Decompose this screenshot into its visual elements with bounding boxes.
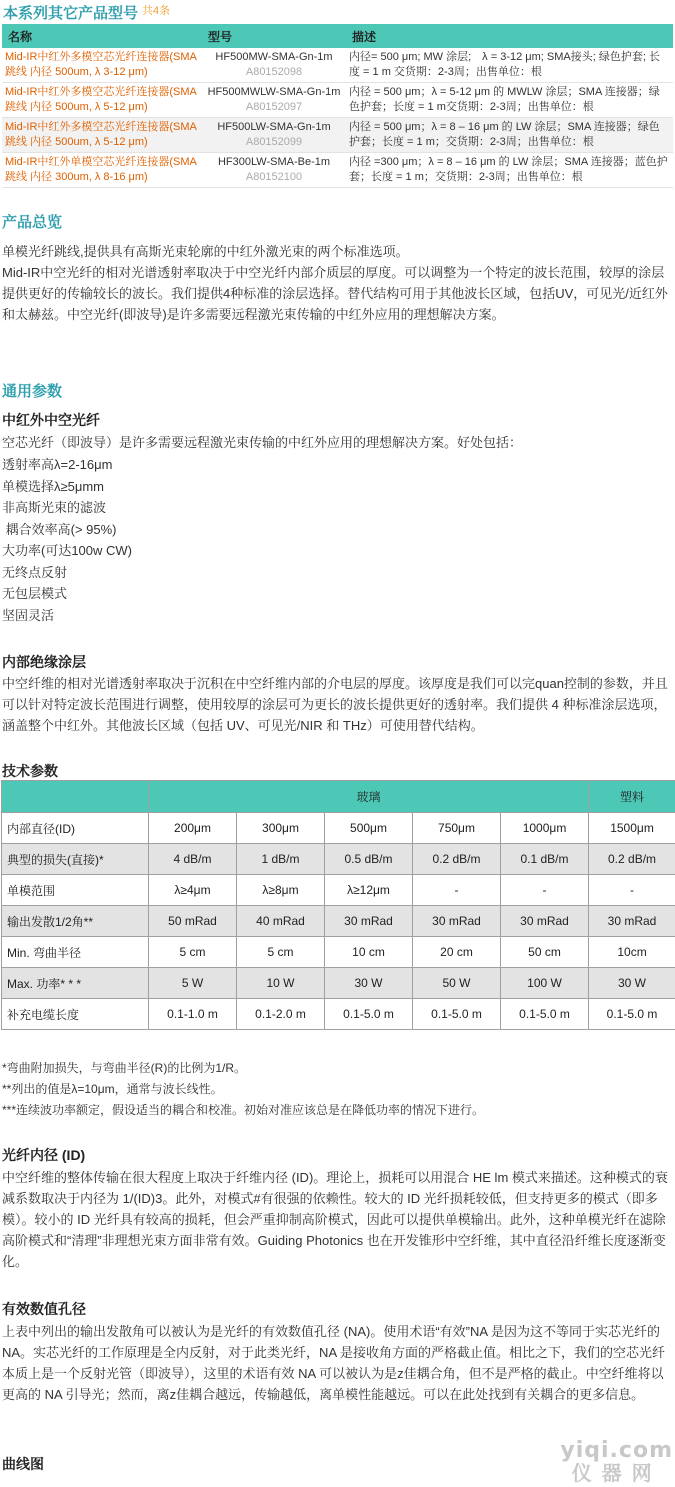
- spec-label: 内部直径(ID): [2, 813, 149, 844]
- spec-value: 30 mRad: [325, 906, 413, 937]
- product-link[interactable]: Mid-IR中红外单模空芯光纤连接器(SMA跳线 内径 300um, λ 8-16 μm): [2, 153, 202, 188]
- benefit-list: [2, 454, 132, 626]
- spec-value: -: [413, 875, 501, 906]
- spec-value: λ≥12μm: [325, 875, 413, 906]
- spec-value: 40 mRad: [237, 906, 325, 937]
- params-title: 通用参数: [2, 383, 63, 400]
- spec-corner: [2, 781, 149, 813]
- spec-value: 1000μm: [501, 813, 589, 844]
- note: **列出的值是λ=10μm，通常与波长线性。: [2, 1082, 223, 1096]
- tech-title: 技术参数: [2, 763, 58, 779]
- spec-value: 0.1-5.0 m: [501, 999, 589, 1030]
- spec-row: [2, 875, 675, 906]
- spec-label: 单模范围: [2, 875, 149, 906]
- product-row: [2, 83, 673, 118]
- spec-value: 10 W: [237, 968, 325, 999]
- group-plastic: 塑料: [589, 781, 675, 813]
- product-code: A80152100: [245, 171, 303, 183]
- spec-value: 0.1 dB/m: [501, 844, 589, 875]
- spec-row: [2, 813, 675, 844]
- spec-value: 1500μm: [589, 813, 675, 844]
- product-table: [2, 24, 673, 188]
- product-row: [2, 118, 673, 153]
- spec-value: 750μm: [413, 813, 501, 844]
- na-text: 上表中列出的输出发散角可以被认为是光纤的有效数值孔径 (NA)。使用术语“有效”NA 是因为这不等同于实芯光纤的 NA。实芯光纤的工作原理是全内反射，对于此类光纤，NA 是接收角方面的严格截止值。相比之下，我们的空芯光纤本质上是一个反射光管（即波导），这里的术语有效 NA 可以被认为是z佳耦合角，但不是严格的截止。中空纤维将以更高的 NA 引导光；然而，离z佳耦合越远，传输越低，离单模性能越远。可以在此处找到有关耦合的更多信息。: [2, 1324, 666, 1402]
- product-model: HF500LW-SMA-Gn-1m A80152099: [202, 118, 346, 153]
- overview-title: 产品总览: [2, 214, 63, 231]
- spec-row: [2, 937, 675, 968]
- spec-value: 5 cm: [237, 937, 325, 968]
- spec-value: 50 mRad: [149, 906, 237, 937]
- spec-value: 0.1-5.0 m: [589, 999, 675, 1030]
- spec-value: 0.2 dB/m: [413, 844, 501, 875]
- product-code: A80152097: [245, 101, 303, 113]
- product-desc: 内径 = 500 μm；λ = 5-12 μm 的 MWLW 涂层；SMA 连接器；绿色护套；长度 = 1 m交货期：2-3周；出售单位：根: [346, 83, 673, 118]
- list-item: 单模选择λ≥5μmm: [2, 478, 105, 494]
- list-item: 耦合效率高(> 95%): [2, 521, 117, 537]
- spec-row: [2, 906, 675, 937]
- spec-value: 10cm: [589, 937, 675, 968]
- overview-body: Mid-IR中空光纤的相对光谱透射率取决于中空光纤内部介质层的厚度。可以调整为一个特定的波长范围，较厚的涂层提供更好的传输较长的波长。我们提供4种标准的涂层选择。替代结构可用于其他波长区域，包括UV，可见光/近红外和太赫兹。中空光纤(即波导)是许多需要远程激光束传输的中红外应用的理想解决方案。: [2, 265, 668, 322]
- list-item: 无包层模式: [2, 586, 68, 601]
- na-title: 有效数值孔径: [2, 1301, 86, 1317]
- spec-value: 10 cm: [325, 937, 413, 968]
- spec-value: 50 cm: [501, 937, 589, 968]
- coating-title: 内部绝缘涂层: [2, 654, 86, 670]
- list-item: 大功率(可达100w CW): [2, 543, 133, 558]
- product-row: [2, 153, 673, 188]
- series-title: 本系列其它产品型号 $^{共4条}$: [3, 5, 171, 22]
- product-link[interactable]: Mid-IR中红外多模空芯光纤连接器(SMA跳线 内径 500um, λ 5-12 μm): [2, 83, 202, 118]
- site-watermark: [560, 1440, 673, 1484]
- spec-value: λ≥4μm: [149, 875, 237, 906]
- list-item: 非高斯光束的滤波: [2, 500, 107, 515]
- fiber-intro: 空芯光纤（即波导）是许多需要远程激光束传输的中红外应用的理想解决方案。好处包括：: [2, 435, 523, 450]
- spec-value: 50 W: [413, 968, 501, 999]
- spec-value: -: [501, 875, 589, 906]
- spec-value: 5 W: [149, 968, 237, 999]
- watermark-line1: yiqi.com: [560, 1438, 673, 1463]
- watermark-line2: 仪器网: [571, 1461, 662, 1485]
- product-row: [2, 48, 673, 83]
- spec-value: 0.1-1.0 m: [149, 999, 237, 1030]
- list-item: 坚固灵活: [2, 607, 55, 623]
- spec-header: [2, 781, 675, 813]
- spec-value: 100 W: [501, 968, 589, 999]
- spec-value: 5 cm: [149, 937, 237, 968]
- spec-value: 4 dB/m: [149, 844, 237, 875]
- list-item: 透射率高λ=2-16μm: [2, 457, 113, 472]
- column-model: 型号: [202, 24, 346, 48]
- product-code: A80152098: [245, 66, 303, 78]
- spec-value: 1 dB/m: [237, 844, 325, 875]
- spec-value: 0.5 dB/m: [325, 844, 413, 875]
- spec-value: 30 W: [325, 968, 413, 999]
- series-count: 共4条: [142, 5, 171, 17]
- product-link[interactable]: Mid-IR中红外多模空芯光纤连接器(SMA跳线 内径 500um, λ 3-12 μm): [2, 48, 202, 83]
- spec-value: 0.1-2.0 m: [237, 999, 325, 1030]
- spec-value: 30 mRad: [589, 906, 675, 937]
- spec-value: λ≥8μm: [237, 875, 325, 906]
- spec-value: 200μm: [149, 813, 237, 844]
- product-desc: 内径= 500 μm; MW 涂层; λ = 3-12 μm; SMA接头; 绿色护套; 长度 = 1 m 交货期：2-3周；出售单位：根: [346, 48, 673, 83]
- spec-table: [1, 780, 675, 1030]
- curve-title: 曲线图: [2, 1456, 44, 1472]
- coating-text: 中空纤维的相对光谱透射率取决于沉积在中空纤维内部的介电层的厚度。该厚度是我们可以完quan控制的参数，并且可以针对特定波长范围进行调整，使用较厚的涂层可为更长的波长提供更好的透射率。我们提供 4 种标准涂层选项，涵盖整个中红外。其他波长区域（包括 UV、可见光/NIR 和 THz）可使用替代结构。: [2, 676, 668, 733]
- spec-value: 0.1-5.0 m: [325, 999, 413, 1030]
- product-code: A80152099: [245, 136, 303, 148]
- product-desc: 内径 = 500 μm；λ = 8 – 16 μm 的 LW 涂层；SMA 连接器；绿色护套；长度 = 1 m；交货期：2-3周；出售单位：根: [346, 118, 673, 153]
- product-desc: 内径 =300 μm；λ = 8 – 16 μm 的 LW 涂层；SMA 连接器；蓝色护套；长度 = 1 m；交货期：2-3周；出售单位：根: [346, 153, 673, 188]
- spec-label: Max. 功率* * *: [2, 968, 149, 999]
- spec-value: 500μm: [325, 813, 413, 844]
- spec-value: 20 cm: [413, 937, 501, 968]
- spec-value: 0.1-5.0 m: [413, 999, 501, 1030]
- group-glass: 玻璃: [149, 781, 589, 813]
- spec-label: Min. 弯曲半径: [2, 937, 149, 968]
- note: ***连续波功率额定，假设适当的耦合和校准。初始对准应该总是在降低功率的情况下进行。: [2, 1103, 485, 1117]
- note: *弯曲附加损失，与弯曲半径(R)的比例为1/R。: [2, 1061, 247, 1075]
- spec-row: [2, 999, 675, 1030]
- spec-row: [2, 844, 675, 875]
- product-link[interactable]: Mid-IR中红外多模空芯光纤连接器(SMA跳线 内径 500um, λ 5-12 μm): [2, 118, 202, 153]
- list-item: 无终点反射: [2, 564, 68, 580]
- spec-row: [2, 968, 675, 999]
- spec-value: 0.2 dB/m: [589, 844, 675, 875]
- overview-intro: 单模光纤跳线,提供具有高斯光束轮廓的中红外激光束的两个标准选项。: [2, 244, 409, 259]
- product-model: HF500MWLW-SMA-Gn-1m A80152097: [202, 83, 346, 118]
- spec-value: 30 mRad: [413, 906, 501, 937]
- spec-value: 30 W: [589, 968, 675, 999]
- core-text: 中空纤维的整体传输在很大程度上取决于纤维内径 (ID)。理论上，损耗可以用混合 HE lm 模式来描述。这种模式的衰减系数取决于内径为 1/(ID)3。此外，对模式#有很强的依赖性。较大的 ID 光纤损耗较低，但支持更多的模式（即多模）。较小的 ID 光纤具有较高的损耗，但会严重抑制高阶模式，因此可以提供单模输出。此外，这种单模光纤在滤除高阶模式和“清理”非理想光束方面非常有效。Guiding Photonics 也在开发锥形中空纤维，其中直径沿纤维长度逐渐变化。: [2, 1170, 668, 1269]
- product-table-header: [2, 24, 673, 48]
- spec-notes: [2, 1058, 484, 1121]
- spec-value: -: [589, 875, 675, 906]
- core-title: 光纤内径 (ID): [2, 1147, 86, 1163]
- spec-label: 补充电缆长度: [2, 999, 149, 1030]
- spec-value: 300μm: [237, 813, 325, 844]
- product-model: HF300LW-SMA-Be-1m A80152100: [202, 153, 346, 188]
- fiber-title: 中红外中空光纤: [2, 412, 100, 428]
- spec-label: 典型的损失(直接)*: [2, 844, 149, 875]
- spec-value: 30 mRad: [501, 906, 589, 937]
- product-model: HF500MW-SMA-Gn-1m A80152098: [202, 48, 346, 83]
- spec-label: 输出发散1/2角**: [2, 906, 149, 937]
- column-desc: 描述: [346, 24, 673, 48]
- column-name: 名称: [2, 24, 202, 48]
